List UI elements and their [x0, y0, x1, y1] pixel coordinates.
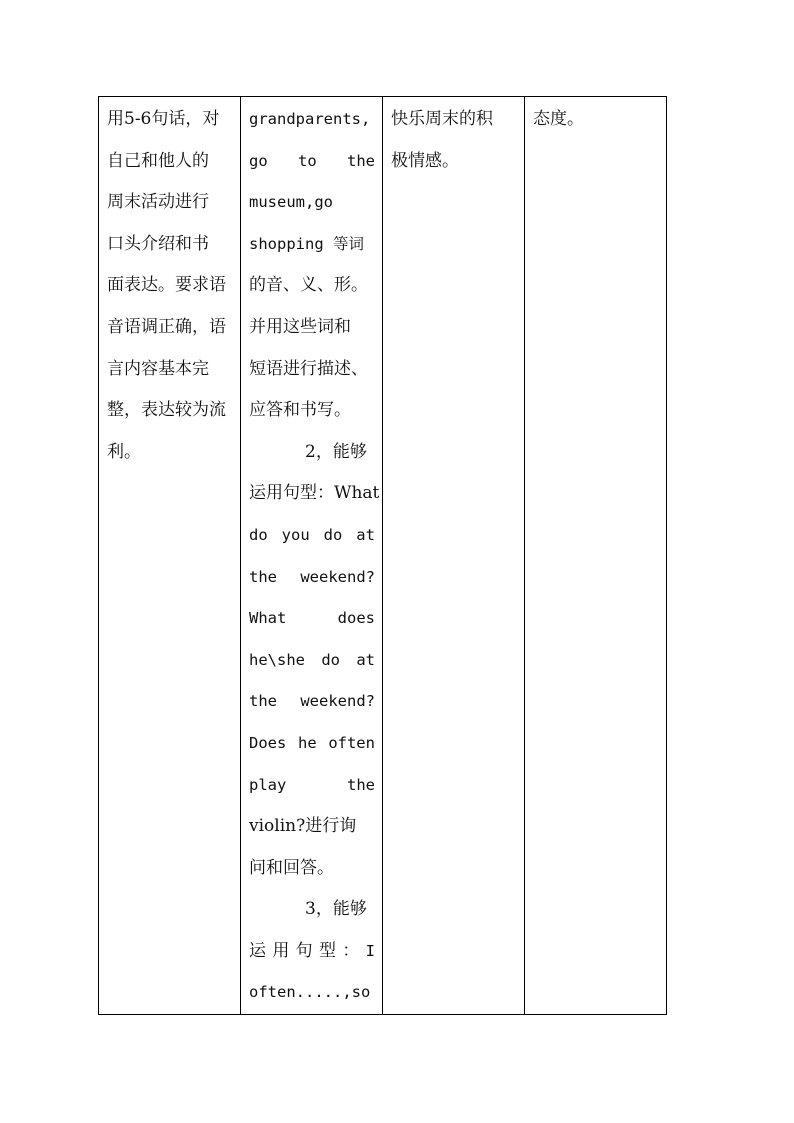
text-line: 用5-6句话，对: [107, 109, 220, 129]
word: 用: [272, 940, 290, 961]
word: at: [356, 650, 375, 669]
text-line: [249, 141, 375, 183]
text-line: [249, 723, 375, 765]
text-line: often.....,so: [249, 983, 371, 1002]
cell-text-col1: [99, 97, 240, 473]
text-line: 周末活动进行: [107, 192, 209, 213]
text-line: 2，能够: [305, 441, 367, 462]
text-line: 应答和书写。: [249, 400, 351, 421]
word: do: [249, 525, 268, 544]
word: 型: [318, 940, 336, 961]
text-line: 面表达。要求语: [107, 275, 226, 296]
text-line: 言内容基本完: [107, 358, 209, 379]
text-line: [249, 515, 375, 557]
table-cell-col2: [241, 97, 383, 1015]
table-row: [99, 97, 667, 1015]
text-line: museum,go: [249, 193, 333, 212]
word: ：: [342, 940, 360, 961]
text-line: 利。: [107, 441, 141, 462]
word: he\she: [249, 650, 305, 669]
text-line: 极情感。: [391, 150, 459, 171]
text-line: 态度。: [533, 109, 584, 129]
word: I: [365, 941, 375, 960]
text-segment: shopping 等词: [249, 234, 364, 253]
text-line: violin?进行询: [249, 816, 357, 837]
word: the: [347, 151, 375, 170]
word: 运: [249, 940, 266, 961]
text-line: 3，能够: [305, 899, 367, 920]
text-line: grandparents,: [249, 110, 371, 128]
cell-text-col4: [525, 97, 666, 141]
text-line: [249, 640, 375, 682]
text-line: [249, 224, 375, 266]
word: at: [356, 525, 375, 544]
text-line: 短语进行描述、: [249, 358, 368, 379]
table-cell-col4: [525, 97, 667, 1015]
word: you: [281, 525, 310, 544]
table-cell-col1: [99, 97, 241, 1015]
text-line: [249, 557, 375, 599]
table-cell-col3: [383, 97, 525, 1015]
text-line: 的音、义、形。: [249, 275, 368, 296]
text-line: 口头介绍和书: [107, 233, 209, 254]
text-line: 并用这些词和: [249, 316, 351, 337]
text-line: 整，表达较为流: [107, 400, 226, 421]
text-line: [249, 931, 375, 973]
word: 句: [295, 940, 313, 961]
word: do: [321, 650, 340, 669]
text-line: 运用句型：What: [249, 483, 380, 504]
word: the: [249, 692, 277, 711]
cell-text-col3: [383, 97, 524, 182]
cell-text-col2: [241, 97, 382, 1014]
word: the: [249, 567, 277, 586]
word: often: [328, 733, 375, 752]
word: go: [249, 151, 268, 170]
text-line: 音语调正确，语: [107, 316, 226, 337]
word: the: [347, 775, 375, 794]
word: weekend?: [300, 567, 375, 586]
word: weekend?: [300, 692, 375, 711]
word: do: [323, 525, 343, 544]
text-line: [249, 681, 375, 723]
word: play: [249, 775, 287, 794]
word: What: [249, 609, 287, 628]
text-line: [249, 765, 375, 807]
word: does: [337, 609, 375, 628]
text-line: 问和回答。: [249, 857, 334, 878]
word: he: [297, 733, 317, 752]
word: Does: [249, 733, 287, 752]
word: to: [298, 151, 317, 170]
text-line: [249, 598, 375, 640]
text-line: 快乐周末的积: [391, 109, 493, 129]
text-line: 自己和他人的: [107, 150, 209, 171]
objectives-table: [98, 96, 667, 1015]
